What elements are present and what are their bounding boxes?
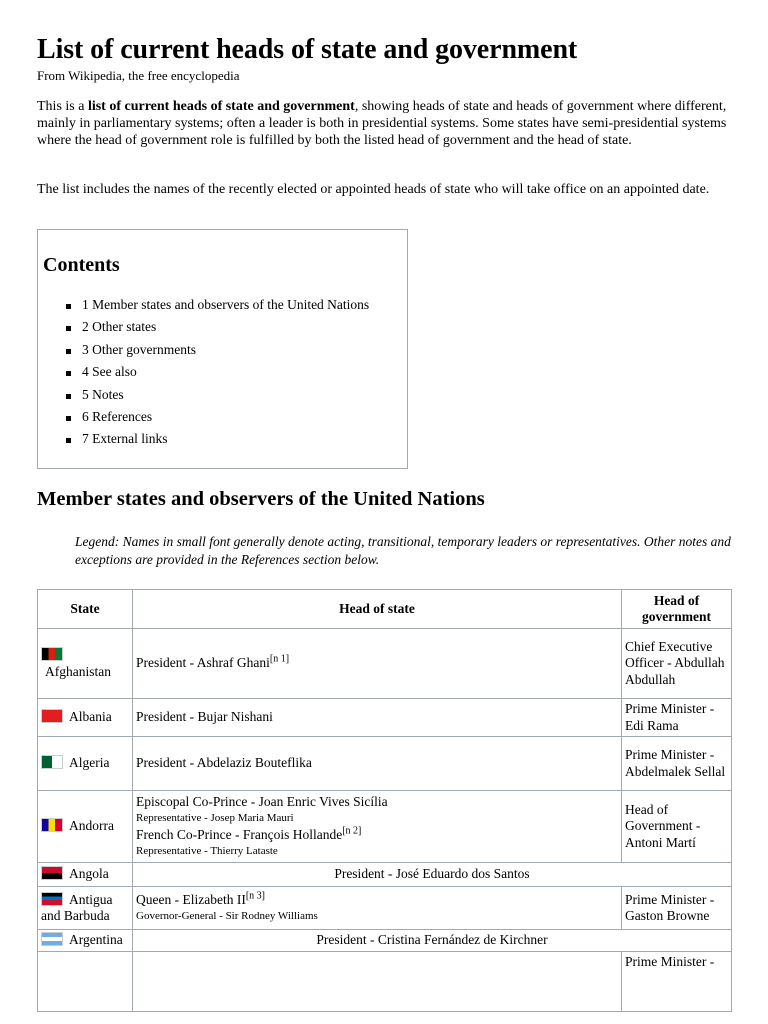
representative-text[interactable]: Representative - Thierry Lataste <box>136 845 278 857</box>
state-link-angola[interactable]: Angola <box>69 866 109 882</box>
table-row <box>38 791 732 863</box>
footnote-link[interactable]: [n 1] <box>269 653 290 665</box>
state-cell <box>38 699 133 737</box>
table-row <box>38 863 732 887</box>
header-head-of-state[interactable]: Head of state <box>133 590 622 629</box>
state-cell <box>38 629 133 699</box>
section-heading: Member states and observers of the United Nations <box>37 488 485 510</box>
state-cell <box>38 737 133 791</box>
table-row <box>38 737 732 791</box>
toc-item-references[interactable]: 6 References <box>66 409 369 431</box>
header-state[interactable]: State <box>38 590 133 629</box>
footnote-link[interactable]: [n 3] <box>245 890 265 901</box>
head-of-government-cell[interactable]: Head of Government - Antoni Martí <box>622 791 732 863</box>
head-of-state-and-government-cell[interactable]: President - José Eduardo dos Santos <box>133 863 732 887</box>
intro-text-a: This is a <box>37 99 88 114</box>
flag-albania-icon <box>41 709 63 723</box>
head-of-state-cell <box>133 791 622 863</box>
intro-text-b: , showing heads of state and heads of government where different, mainly in parliamentary systems; often a leader is both in presidential systems. Some states have semi-presidential systems where the head of government role is fulfilled by both the listed head of government and the head of state. <box>37 99 727 148</box>
head-of-state-cell[interactable]: President - Abdelaziz Bouteflika <box>133 737 622 791</box>
monarch-text[interactable]: Queen - Elizabeth II <box>136 891 246 907</box>
head-of-government-cell[interactable]: Prime Minister - Edi Rama <box>622 699 732 737</box>
table-row <box>38 699 732 737</box>
state-cell <box>38 887 133 930</box>
representative-text[interactable]: Governor-General - Sir Rodney Williams <box>136 910 318 922</box>
co-prince-french[interactable]: French Co-Prince - François Hollande <box>136 826 343 842</box>
state-link-afghanistan[interactable]: Afghanistan <box>45 663 111 679</box>
head-of-state-cell[interactable]: President - Bujar Nishani <box>133 699 622 737</box>
heads-of-state-table <box>37 589 732 1012</box>
flag-argentina-icon <box>41 932 63 946</box>
toc-item-other-governments[interactable]: 3 Other governments <box>66 342 369 364</box>
table-of-contents <box>37 229 408 469</box>
intro-paragraph <box>37 98 727 149</box>
flag-angola-icon <box>41 866 63 880</box>
table-row <box>38 930 732 952</box>
footnote-link[interactable]: [n 2] <box>342 825 362 836</box>
head-of-state-text[interactable]: President - Ashraf Ghani <box>136 655 270 671</box>
table-row <box>38 629 732 699</box>
head-of-state-cell <box>133 952 622 1012</box>
toc-item-member-states[interactable]: 1 Member states and observers of the United Nations <box>66 297 369 319</box>
table-header-row <box>38 590 732 629</box>
toc-item-see-also[interactable]: 4 See also <box>66 364 369 386</box>
state-link-albania[interactable]: Albania <box>69 709 112 725</box>
toc-list <box>66 297 369 454</box>
state-cell <box>38 930 133 952</box>
table-row <box>38 887 732 930</box>
toc-heading: Contents <box>43 254 120 276</box>
toc-item-other-states[interactable]: 2 Other states <box>66 319 369 341</box>
head-of-state-and-government-cell[interactable]: President - Cristina Fernández de Kirchner <box>133 930 732 952</box>
state-link-andorra[interactable]: Andorra <box>69 818 114 834</box>
table-row <box>38 952 732 1012</box>
flag-afghanistan-icon <box>41 647 63 661</box>
flag-andorra-icon <box>41 818 63 832</box>
representative-text[interactable]: Representative - Josep Maria Mauri <box>136 812 294 824</box>
state-link-argentina[interactable]: Argentina <box>69 932 123 948</box>
toc-item-notes[interactable]: 5 Notes <box>66 387 369 409</box>
intro-paragraph-2: The list includes the names of the recently elected or appointed heads of state who will take office on an appointed date. <box>37 182 710 197</box>
toc-item-external-links[interactable]: 7 External links <box>66 431 369 453</box>
flag-algeria-icon <box>41 755 63 769</box>
head-of-government-cell[interactable]: Prime Minister - Abdelmalek Sellal <box>622 737 732 791</box>
head-of-government-cell[interactable]: Prime Minister - <box>622 952 732 1012</box>
state-link-antigua-and-barbuda[interactable]: Antigua and Barbuda <box>41 892 113 923</box>
page-subtitle: From Wikipedia, the free encyclopedia <box>37 68 240 83</box>
head-of-state-cell <box>133 887 622 930</box>
legend-note: Legend: Names in small font generally denote acting, transitional, temporary leaders or representatives. Other notes and exceptions are provided in the References section below. <box>75 534 731 567</box>
header-head-of-government[interactable]: Head of government <box>622 590 732 629</box>
page-title: List of current heads of state and government <box>37 34 578 65</box>
head-of-state-cell <box>133 629 622 699</box>
flag-antigua-icon <box>41 892 63 906</box>
state-link-algeria[interactable]: Algeria <box>69 755 110 771</box>
head-of-government-cell[interactable]: Chief Executive Officer - Abdullah Abdullah <box>622 629 732 699</box>
state-cell <box>38 791 133 863</box>
intro-bold-text: list of current heads of state and government <box>87 99 355 114</box>
state-cell <box>38 863 133 887</box>
state-cell <box>38 952 133 1012</box>
co-prince-episcopal[interactable]: Episcopal Co-Prince - Joan Enric Vives Sicília <box>136 793 388 809</box>
head-of-government-cell[interactable]: Prime Minister - Gaston Browne <box>622 887 732 930</box>
